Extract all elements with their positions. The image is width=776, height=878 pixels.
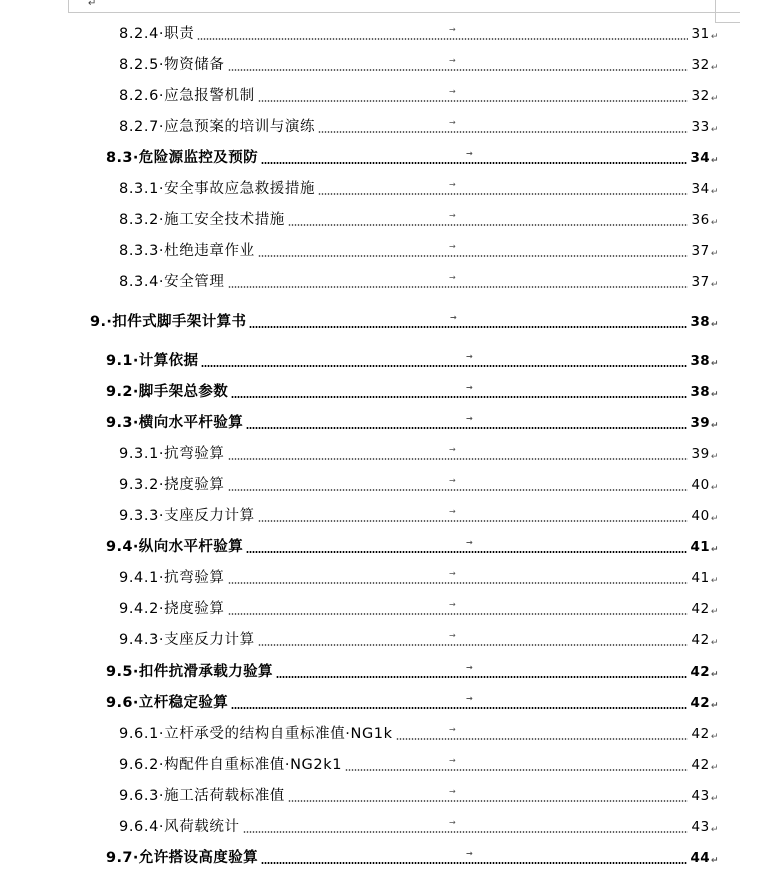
toc-dot-leader bbox=[288, 224, 689, 226]
toc-page-number: 38 bbox=[690, 384, 711, 400]
toc-entry-title: 9.4.1·抗弯验算 bbox=[119, 570, 225, 586]
toc-page-number: 42 bbox=[691, 601, 710, 617]
paragraph-mark-icon: ↵ bbox=[710, 638, 719, 648]
paragraph-mark-icon: ↵ bbox=[710, 32, 719, 42]
tab-mark-icon: → bbox=[449, 476, 457, 485]
toc-page-number: 33 bbox=[691, 119, 710, 135]
toc-entry[interactable] bbox=[119, 785, 719, 807]
toc-entry-title: 9.·扣件式脚手架计算书 bbox=[90, 314, 247, 330]
toc-entry[interactable] bbox=[119, 54, 719, 76]
toc-dot-leader bbox=[228, 582, 689, 584]
paragraph-mark-icon: ↵ bbox=[711, 320, 719, 330]
paragraph-mark-icon: ↵ bbox=[710, 452, 719, 462]
toc-dot-leader bbox=[231, 396, 687, 398]
toc-dot-leader bbox=[276, 676, 688, 678]
toc-entry-title: 9.3.3·支座反力计算 bbox=[119, 508, 255, 524]
toc-entry[interactable] bbox=[119, 505, 719, 527]
paragraph-mark-icon: ↵ bbox=[711, 390, 719, 400]
toc-dot-leader bbox=[396, 738, 689, 740]
toc-dot-leader bbox=[228, 286, 689, 288]
toc-entry[interactable] bbox=[119, 240, 719, 262]
paragraph-mark-icon: ↵ bbox=[710, 249, 719, 259]
toc-page-number: 39 bbox=[691, 446, 710, 462]
toc-entry-title: 9.7·允许搭设高度验算 bbox=[106, 850, 258, 866]
tab-mark-icon: → bbox=[449, 180, 457, 189]
toc-dot-leader bbox=[243, 831, 689, 833]
toc-entry-title: 8.3.2·施工安全技术措施 bbox=[119, 212, 285, 228]
paragraph-mark-icon: ↵ bbox=[710, 576, 719, 586]
paragraph-mark-icon: ↵ bbox=[711, 670, 719, 680]
toc-entry[interactable] bbox=[106, 381, 719, 403]
tab-mark-icon: → bbox=[466, 663, 474, 672]
toc-entry[interactable] bbox=[119, 178, 719, 200]
toc-entry-title: 9.6.4·风荷载统计 bbox=[119, 819, 240, 835]
paragraph-mark-icon: ↵ bbox=[710, 763, 719, 773]
toc-page-number: 37 bbox=[691, 243, 710, 259]
toc-entry[interactable] bbox=[106, 350, 719, 372]
paragraph-mark-icon: ↵ bbox=[710, 514, 719, 524]
tab-mark-icon: → bbox=[449, 445, 457, 454]
toc-entry-title: 8.2.4·职责 bbox=[119, 26, 195, 42]
toc-entry-title: 9.4.3·支座反力计算 bbox=[119, 632, 255, 648]
toc-dot-leader bbox=[228, 458, 689, 460]
toc-entry[interactable] bbox=[106, 661, 719, 683]
tab-mark-icon: → bbox=[466, 538, 474, 547]
tab-mark-icon: → bbox=[449, 87, 457, 96]
toc-page-number: 34 bbox=[690, 150, 711, 166]
toc-entry-title: 8.2.7·应急预案的培训与演练 bbox=[119, 119, 316, 135]
toc-dot-leader bbox=[258, 644, 689, 646]
toc-entry[interactable] bbox=[119, 209, 719, 231]
toc-page-number: 40 bbox=[691, 477, 710, 493]
toc-page-number: 42 bbox=[691, 726, 710, 742]
toc-page-number: 42 bbox=[691, 757, 710, 773]
tab-mark-icon: → bbox=[449, 211, 457, 220]
paragraph-mark-icon: ↵ bbox=[711, 856, 719, 866]
toc-dot-leader bbox=[288, 800, 689, 802]
toc-page-number: 37 bbox=[691, 274, 710, 290]
toc-dot-leader bbox=[228, 69, 689, 71]
toc-entry[interactable] bbox=[119, 723, 719, 745]
tab-mark-icon: → bbox=[450, 313, 458, 322]
toc-dot-leader bbox=[258, 100, 689, 102]
tab-mark-icon: → bbox=[449, 242, 457, 251]
toc-entry-title: 9.5·扣件抗滑承载力验算 bbox=[106, 664, 273, 680]
toc-entry[interactable] bbox=[106, 412, 719, 434]
tab-mark-icon: → bbox=[466, 694, 474, 703]
toc-dot-leader bbox=[345, 769, 688, 771]
tab-mark-icon: → bbox=[449, 118, 457, 127]
toc-entry[interactable] bbox=[119, 567, 719, 589]
paragraph-mark-icon: ↵ bbox=[711, 359, 719, 369]
toc-entry[interactable] bbox=[119, 443, 719, 465]
paragraph-mark-icon: ↵ bbox=[710, 607, 719, 617]
toc-page-number: 39 bbox=[690, 415, 711, 431]
paragraph-mark-icon: ↵ bbox=[710, 218, 719, 228]
toc-dot-leader bbox=[228, 613, 689, 615]
toc-entry-title: 9.6.2·构配件自重标准值·NG2k1 bbox=[119, 757, 343, 773]
toc-page-number: 41 bbox=[691, 570, 710, 586]
toc-entry[interactable] bbox=[119, 85, 719, 107]
toc-dot-leader bbox=[249, 326, 687, 328]
tab-mark-icon: → bbox=[449, 631, 457, 640]
paragraph-mark-icon: ↵ bbox=[710, 280, 719, 290]
toc-page-number: 32 bbox=[691, 57, 710, 73]
toc-entry[interactable] bbox=[106, 692, 719, 714]
paragraph-mark-icon: ↵ bbox=[710, 94, 719, 104]
toc-dot-leader bbox=[318, 193, 688, 195]
paragraph-mark-icon: ↵ bbox=[710, 825, 719, 835]
toc-entry[interactable] bbox=[106, 847, 719, 869]
toc-entry-title: 8.2.6·应急报警机制 bbox=[119, 88, 255, 104]
tab-mark-icon: → bbox=[466, 149, 474, 158]
toc-page-number: 31 bbox=[691, 26, 710, 42]
toc-entry-title: 9.6.1·立杆承受的结构自重标准值·NG1k bbox=[119, 726, 393, 742]
toc-page-number: 32 bbox=[691, 88, 710, 104]
toc-page-number: 38 bbox=[690, 314, 711, 330]
paragraph-mark-icon: ↵ bbox=[711, 545, 719, 555]
toc-entry-title: 9.1·计算依据 bbox=[106, 353, 199, 369]
paragraph-mark-icon: ↵ bbox=[710, 125, 719, 135]
toc-page-number: 36 bbox=[691, 212, 710, 228]
toc-entry[interactable] bbox=[119, 116, 719, 138]
paragraph-mark-icon: ↵ bbox=[710, 187, 719, 197]
tab-mark-icon: → bbox=[449, 725, 457, 734]
toc-entry-title: 9.6·立杆稳定验算 bbox=[106, 695, 229, 711]
toc-dot-leader bbox=[261, 162, 687, 164]
page-corner-mark-right bbox=[715, 0, 716, 22]
toc-dot-leader bbox=[201, 365, 687, 367]
tab-mark-icon: → bbox=[449, 600, 457, 609]
tab-mark-icon: → bbox=[449, 569, 457, 578]
toc-dot-leader bbox=[318, 131, 688, 133]
toc-entry-title: 9.6.3·施工活荷载标准值 bbox=[119, 788, 285, 804]
toc-entry[interactable] bbox=[119, 816, 719, 838]
toc-page-number: 42 bbox=[690, 664, 711, 680]
tab-mark-icon: → bbox=[466, 414, 474, 423]
paragraph-mark-icon: ↵ bbox=[88, 0, 97, 9]
paragraph-mark-icon: ↵ bbox=[711, 701, 719, 711]
paragraph-mark-icon: ↵ bbox=[710, 483, 719, 493]
toc-page-number: 43 bbox=[691, 788, 710, 804]
toc-page-number: 44 bbox=[690, 850, 711, 866]
tab-mark-icon: → bbox=[449, 56, 457, 65]
toc-page-number: 40 bbox=[691, 508, 710, 524]
toc-entry[interactable] bbox=[119, 23, 719, 45]
toc-entry[interactable] bbox=[119, 598, 719, 620]
toc-entry-title: 9.3.2·挠度验算 bbox=[119, 477, 225, 493]
toc-dot-leader bbox=[261, 862, 687, 864]
toc-entry-title: 9.3·横向水平杆验算 bbox=[106, 415, 244, 431]
toc-dot-leader bbox=[258, 520, 689, 522]
toc-entry[interactable] bbox=[119, 271, 719, 293]
toc-entry-title: 9.2·脚手架总参数 bbox=[106, 384, 229, 400]
tab-mark-icon: → bbox=[466, 352, 474, 361]
toc-page-number: 41 bbox=[690, 539, 711, 555]
toc-entry-title: 9.3.1·抗弯验算 bbox=[119, 446, 225, 462]
tab-mark-icon: → bbox=[449, 756, 457, 765]
toc-entry-title: 8.3.1·安全事故应急救援措施 bbox=[119, 181, 316, 197]
tab-mark-icon: → bbox=[449, 818, 457, 827]
toc-page-number: 34 bbox=[691, 181, 710, 197]
toc-entry-title: 9.4·纵向水平杆验算 bbox=[106, 539, 244, 555]
tab-mark-icon: → bbox=[449, 273, 457, 282]
paragraph-mark-icon: ↵ bbox=[710, 732, 719, 742]
toc-entry[interactable] bbox=[106, 536, 719, 558]
toc-page-number: 42 bbox=[691, 632, 710, 648]
toc-entry-title: 8.3.3·杜绝违章作业 bbox=[119, 243, 255, 259]
paragraph-mark-icon: ↵ bbox=[710, 794, 719, 804]
paragraph-mark-icon: ↵ bbox=[711, 156, 719, 166]
toc-page-number: 43 bbox=[691, 819, 710, 835]
toc-entry[interactable] bbox=[119, 754, 719, 776]
tab-mark-icon: → bbox=[449, 25, 457, 34]
tab-mark-icon: → bbox=[466, 849, 474, 858]
paragraph-mark-icon: ↵ bbox=[711, 421, 719, 431]
toc-entry[interactable] bbox=[119, 474, 719, 496]
tab-mark-icon: → bbox=[449, 507, 457, 516]
toc-entry[interactable] bbox=[90, 311, 719, 333]
toc-dot-leader bbox=[258, 255, 689, 257]
toc-entry[interactable] bbox=[119, 629, 719, 651]
toc-dot-leader bbox=[197, 38, 688, 40]
tab-mark-icon: → bbox=[449, 787, 457, 796]
toc-entry-title: 8.3.4·安全管理 bbox=[119, 274, 225, 290]
toc-dot-leader bbox=[228, 489, 689, 491]
toc-dot-leader bbox=[231, 707, 687, 709]
paragraph-mark-icon: ↵ bbox=[710, 63, 719, 73]
page-corner-mark-left bbox=[68, 0, 69, 12]
toc-page-number: 38 bbox=[690, 353, 711, 369]
tab-mark-icon: → bbox=[466, 383, 474, 392]
toc-entry[interactable] bbox=[106, 147, 719, 169]
toc-page-number: 42 bbox=[690, 695, 711, 711]
toc-entry-title: 8.3·危险源监控及预防 bbox=[106, 150, 258, 166]
page-top-border bbox=[68, 12, 740, 13]
toc-entry-title: 8.2.5·物资储备 bbox=[119, 57, 225, 73]
toc-entry-title: 9.4.2·挠度验算 bbox=[119, 601, 225, 617]
